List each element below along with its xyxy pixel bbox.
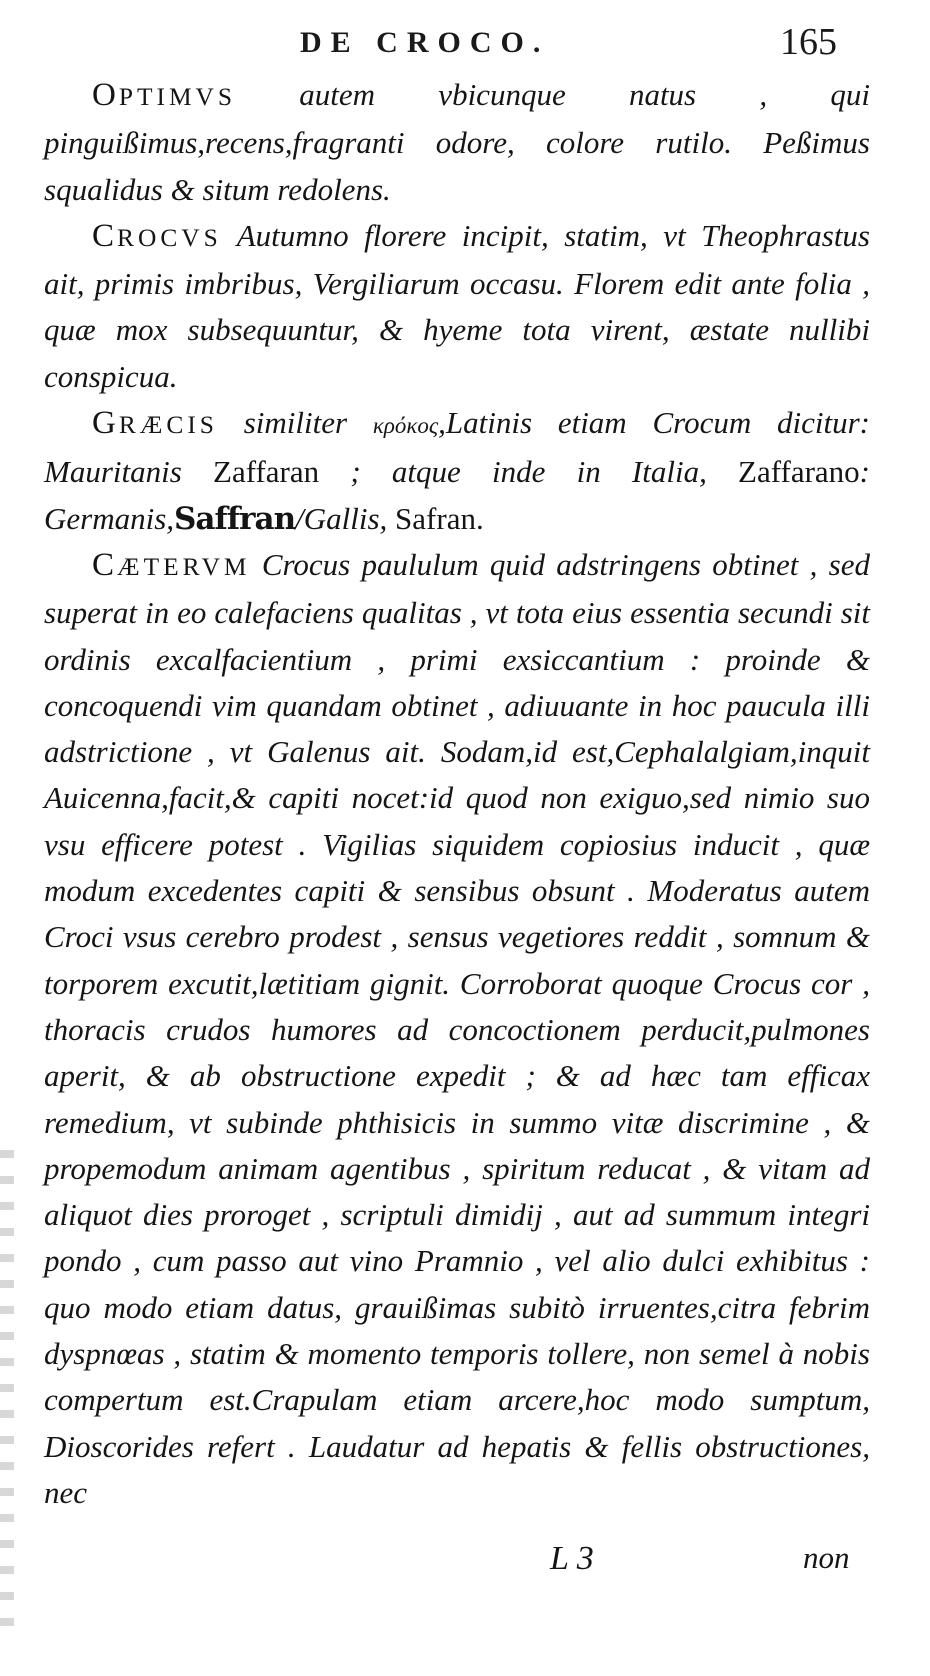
paragraph-text: Crocus paululum quid adstringens obtinet , sed superat in eo calefaciens qualitas , vt tota eius essentia secundi sit ordinis excalfacientium , primi exsiccantium : proinde & concoquendi vim quandam obtinet , adiuuante in hoc paucula illi adstrictione , vt Galenus ait. Sodam,id est,Cephalalgiam,inquit Auicenna,facit,& capiti nocet:id quod non exiguo,sed nimio suo vsu efficere potest . Vigilias siquidem copiosius inducit , quæ modum excedentes capiti & sensibus obsunt . Moderatus autem Croci vsus cerebro prodest , sensus vegetiores reddit , somnum & torporem excutit,lætitiam gignit. Corroborat quoque Crocus cor , thoracis crudos humores ad concoctionem perducit,pulmones aperit, & ab obstructione expedit ; & ad hæc tam efficax remedium, vt subinde phthisicis in summo vitæ discrimine , & propemodum animam agentibus , spiritum reducat , & vitam ad aliquot dies proroget , scriptuli dimidij , aut ad summum integri pondo , cum passo aut vino Pramnio , vel alio dulci exhibitus : quo modo etiam datus, grauißimas subitò irruentes,citra febrim dyspnœas , statim & momento temporis tollere, non semel à nobis compertum est.Crapulam etiam arcere,hoc modo sumptum, Dioscorides refert . Laudatur ad hepatis & fellis obstructiones, nec (44, 546, 870, 1510)
running-head: DE CROCO. (300, 26, 550, 59)
paragraph-lead-word: OPTIMVS (92, 77, 237, 113)
greek-word: κρόκος (372, 413, 439, 439)
paragraph-text: Autumno florere incipit, statim, vt Theophrastus ait, primis imbribus, Vergiliarum occasu. Florem edit ante folia , quæ mox subsequuntur, & hyeme tota virent, æstate nullibi conspicua. (44, 217, 870, 394)
roman-word: Zaffaran (213, 454, 320, 490)
paragraph-graecis: GRÆCIS similiter κρόκος,Latinis etiam Crocum dicitur: Mauritanis Zaffaran ; atque inde in Italia, Zaffarano: Germanis,Saffran/Gallis, Safran. (44, 405, 870, 537)
page-header (0, 20, 930, 70)
paragraph-lead-word: GRÆCIS (92, 405, 218, 442)
page-footer (0, 1540, 930, 1590)
catchword: non (803, 1540, 850, 1575)
paragraph-lead-word: CROCVS (92, 217, 222, 254)
blackletter-word: Saffran (174, 500, 296, 537)
paragraph-crocus (44, 213, 870, 400)
paragraph-text: autem vbicunque natus , qui pinguißimus,recens,fragranti odore, colore rutilo. Peßimus squalidus & situm redolens. (44, 77, 870, 207)
body-text (44, 72, 870, 1516)
roman-word: Zaffarano (738, 454, 860, 490)
paragraph-optimus (44, 72, 870, 213)
roman-word: Safran. (395, 500, 484, 536)
page-number: 165 (780, 21, 837, 63)
paragraph-lead-word: CÆTERVM (92, 546, 251, 583)
paragraph-caeterum (44, 542, 870, 1516)
signature-mark: L 3 (550, 1540, 594, 1577)
